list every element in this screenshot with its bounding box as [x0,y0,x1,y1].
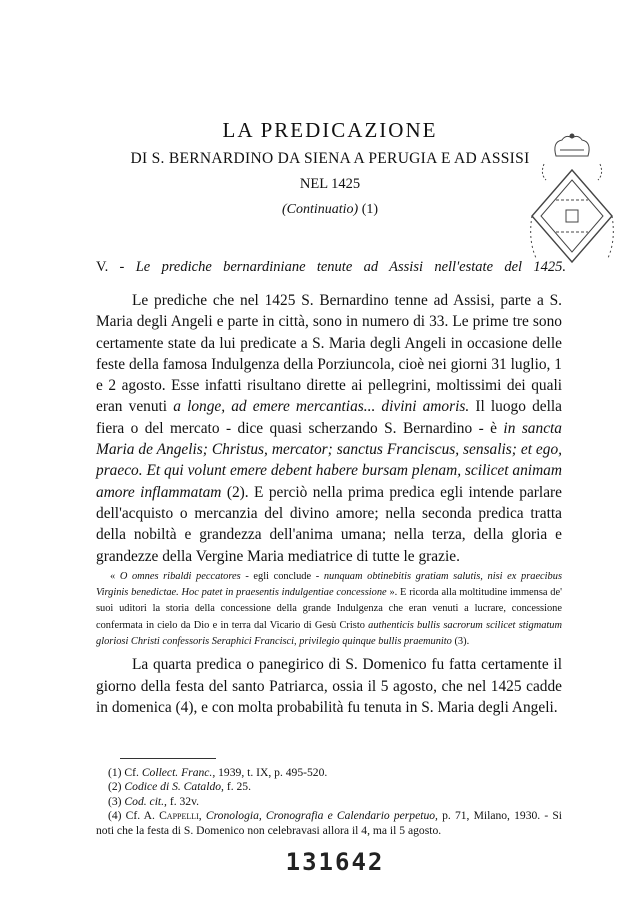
year-line: NEL 1425 [299,176,361,192]
paragraph-1-text-a: Le prediche che nel 1425 S. Bernardino tenne ad Assisi, parte a S. Maria degli Angeli e parte in città, sono in numero di 33. Le prime tre sono certamente state da lui predicate a S. Maria degli Angeli in occasione delle feste della famosa Indulgenza della Porziuncola, cioè nei giorni 31 luglio, 1 e 2 agosto. Esse infatti risultano dirette ai pellegrini, moltissimi dei quali eran venuti [96,292,562,416]
quote-text-c: ». E ricorda alla moltitudine immensa de' suoi uditori la storia della concessione della grande Indulgenza che eran venuti a lucrare, concessione confermata in cielo da Dio e in terra dal Vicario di Gesù Cristo [96,587,562,631]
footnote-4-source: Cronologia, Cronografia e Calendario perpetuo, [201,809,438,823]
footnote-3-source: Cod. cit., [124,794,167,808]
footnotes [96,766,562,838]
continued-line [60,202,600,218]
continued-label: (Continuatio) [281,202,359,217]
quote-latin-b: nunquam obtinebitis gratiam salutis, nisi ex praecibus Virginis benedictae. Hoc patet in praesentis indulgentiae concessione [96,570,562,599]
main-text [96,290,562,718]
section-title: Le prediche bernardiniane tenute ad Assisi nell'estate del 1425. [135,259,567,275]
footnote-4-rest: p. 71, Milano, 1930. - Si noti che la festa di S. Domenico non celebravasi allora il 4, ma il 5 agosto. [96,809,562,837]
page-subtitle: DI S. BERNARDINO DA SIENA A PERUGIA E AD ASSISI [130,150,530,167]
paragraph-1-text-c: (2). E perciò nella prima predica egli intende parlare dell'acquisto o mercanzia del divino amore; nella seconda predica tratta della nobiltà e grandezza dell'anima umana; nella terza, della gloria e grandezze della Vergine Maria mediatrice di tutte le grazie. [96,483,562,565]
quote-latin-a: O omnes ribaldi peccatores [119,570,241,582]
section-number: V. - [96,259,125,275]
quote-latin-c: authenticis bullis sacrorum scilicet stigmatum gloriosi Christi confessoris Seraphici Francisci, privilegio quinque bullis praemunito [96,619,562,648]
footnote-divider [120,758,216,759]
quote-block [96,569,562,650]
footnote-1-label: (1) Cf. [108,766,142,779]
footnote-1 [96,766,562,780]
footnote-4 [96,809,562,838]
paragraph-2-text: La quarta predica o panegirico di S. Domenico fu fatta certamente il giorno della festa del santo Patriarca, ossia il 5 agosto, che nel 1425 cadde in domenica (4), e con molta probabilità fu tenuta in S. Maria degli Angeli. [96,656,562,716]
quote-text-a: « [110,570,120,582]
footnote-2-label: (2) [108,780,125,794]
footnote-2-rest: f. 25. [223,780,251,794]
footnote-3-label: (3) [108,794,125,808]
quote-text-d: (3). [451,636,470,648]
footnote-4-author: Cappelli, [159,809,202,823]
paragraph-1 [96,290,562,567]
library-stamp-icon [526,130,618,280]
footnote-3 [96,795,562,809]
footnote-2-source: Codice di S. Cataldo, [124,780,224,794]
section-heading [96,259,566,276]
footnote-3-rest: f. 32v. [166,794,200,808]
footnote-1-rest: 1939, t. IX, p. 495-520. [215,766,328,779]
footnote-4-label: (4) Cf. A. [108,809,160,823]
inventory-number-stamp: 131642 [285,848,385,876]
paragraph-1-latin-b: in sancta Maria de Angelis; Christus, mercator; sanctus Franciscus, sensalis; et ego, praeco. Et qui volunt emere debent habere bursam plenam, scilicet animam amore inflammatam [96,419,563,501]
quote-text-b: - egli conclude - [240,570,324,582]
paragraph-1-text-b: Il luogo della fiera o del mercato - dice quasi scherzando S. Bernardino - è [96,398,562,437]
paragraph-1-latin-a: a longe, ad emere mercantias... divini amoris. [173,398,470,416]
footnote-ref: (1) [361,202,379,217]
paragraph-2 [96,654,562,718]
footnote-2 [96,780,562,794]
footnote-1-source: Collect. Franc., [141,766,216,779]
page-title: LA PREDICAZIONE [222,118,438,142]
